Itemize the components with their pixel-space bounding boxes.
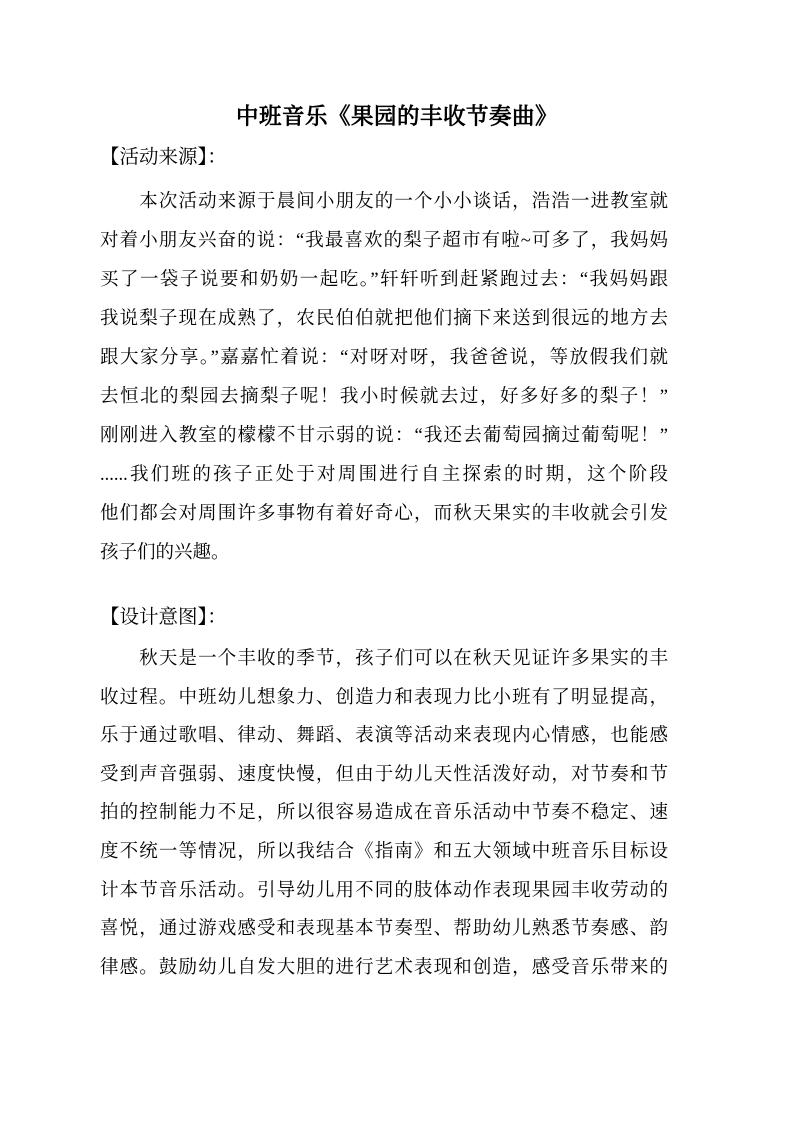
text-line: 秋天是一个丰收的季节，孩子们可以在秋天见证许多果实的丰	[100, 649, 668, 669]
text-line: 拍的控制能力不足，所以很容易造成在音乐活动中节奏不稳定、速	[100, 803, 668, 824]
text-line: ......我们班的孩子正处于对周围进行自主探索的时期，这个阶段	[100, 465, 668, 485]
text-line: 孩子们的兴趣。	[100, 543, 230, 563]
text-line: 他们都会对周围许多事物有着好奇心，而秋天果实的丰收就会引发	[100, 504, 668, 524]
text-line: 计本节音乐活动。引导幼儿用不同的肢体动作表现果园丰收劳动的	[100, 880, 668, 901]
text-line: 对着小朋友兴奋的说：“我最喜欢的梨子超市有啦~可多了，我妈妈	[100, 231, 668, 251]
section-heading: 【设计意图】：	[100, 607, 227, 628]
text-line: 收过程。中班幼儿想象力、创造力和表现力比小班有了明显提高，	[100, 687, 668, 708]
text-line: 喜悦，通过游戏感受和表现基本节奏型、帮助幼儿熟悉节奏感、韵	[100, 919, 668, 940]
text-line: 律感。鼓励幼儿自发大胆的进行艺术表现和创造，感受音乐带来的	[100, 957, 668, 978]
text-line: 买了一袋子说要和奶奶一起吃。”轩轩听到赶紧跑过去：“我妈妈跟	[100, 270, 668, 290]
text-line: 跟大家分享。”嘉嘉忙着说：“对呀对呀，我爸爸说，等放假我们就	[100, 348, 668, 368]
text-line: 刚刚进入教室的檬檬不甘示弱的说：“我还去葡萄园摘过葡萄呢！”	[100, 426, 668, 446]
text-line: 本次活动来源于晨间小朋友的一个小小谈话，浩浩一进教室就	[100, 192, 668, 212]
paragraph	[100, 640, 668, 987]
text-line: 度不统一等情况，所以我结合《指南》和五大领域中班音乐目标设	[100, 841, 668, 862]
text-line: 我说梨子现在成熟了，农民伯伯就把他们摘下来送到很远的地方去	[100, 309, 668, 329]
text-line: 受到声音强弱、速度快慢，但由于幼儿天性活泼好动，对节奏和节	[100, 764, 668, 785]
text-line: 乐于通过歌唱、律动、舞蹈、表演等活动来表现内心情感，也能感	[100, 726, 668, 747]
paragraph	[100, 183, 668, 573]
document-body	[100, 0, 668, 1123]
text-line: 去恒北的梨园去摘梨子呢！我小时候就去过，好多好多的梨子！”	[100, 387, 668, 407]
section-heading: 【活动来源】：	[100, 147, 227, 168]
page-title: 中班音乐《果园的丰收节奏曲》	[235, 104, 558, 129]
